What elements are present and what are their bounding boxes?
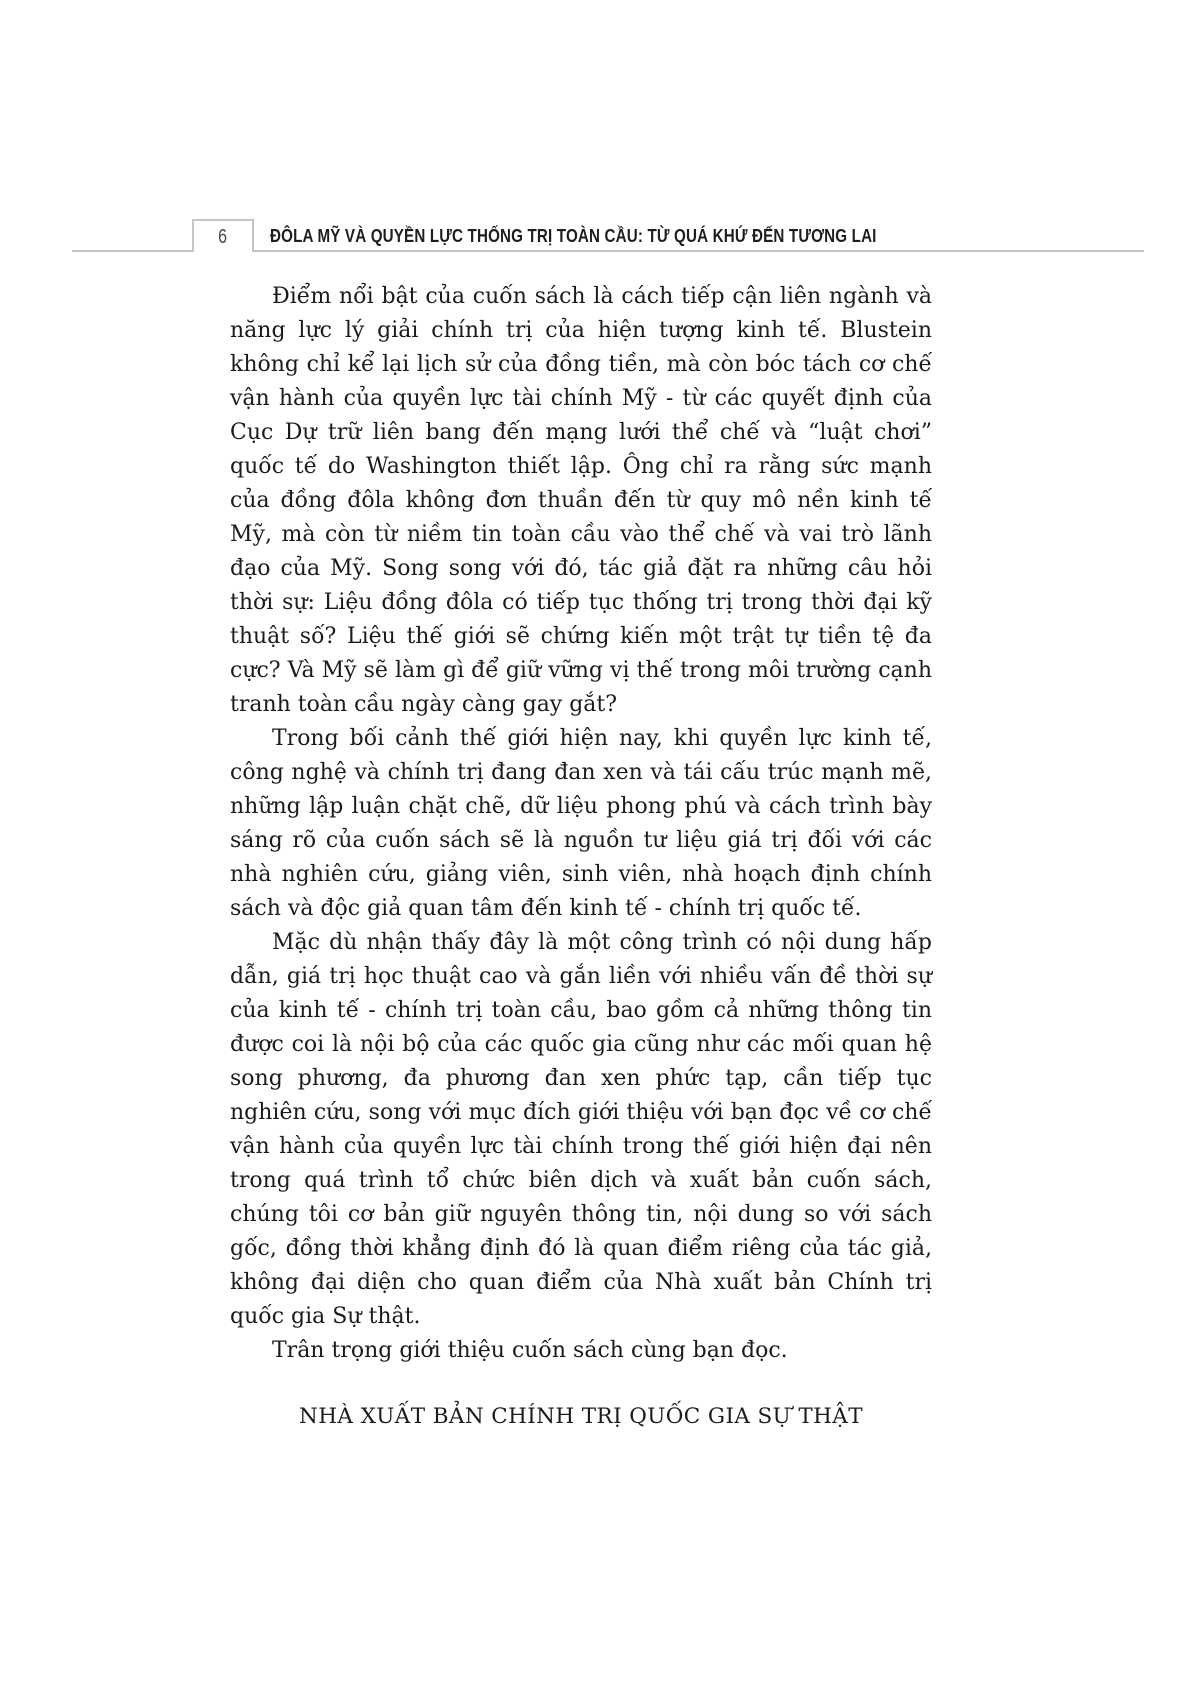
body-text (230, 280, 932, 1434)
publisher-signature: NHÀ XUẤT BẢN CHÍNH TRỊ QUỐC GIA SỰ THẬT (299, 1404, 863, 1429)
paragraph-1: Điểm nổi bật của cuốn sách là cách tiếp cận liên ngành và năng lực lý giải chính trị của hiện tượng kinh tế. Blustein không chỉ kể lại lịch sử của đồng tiền, mà còn bóc tách cơ chế vận hành của quyền lực tài chính Mỹ - từ các quyết định của Cục Dự trữ liên bang đến mạng lưới thể chế và “luật chơi” quốc tế do Washington thiết lập. Ông chỉ ra rằng sức mạnh của đồng đôla không đơn thuần đến từ quy mô nền kinh tế Mỹ, mà còn từ niềm tin toàn cầu vào thể chế và vai trò lãnh đạo của Mỹ. Song song với đó, tác giả đặt ra những câu hỏi thời sự: Liệu đồng đôla có tiếp tục thống trị trong thời đại kỹ thuật số? Liệu thế giới sẽ chứng kiến một trật tự tiền tệ đa cực? Và Mỹ sẽ làm gì để giữ vững vị thế trong môi trường cạnh tranh toàn cầu ngày càng gay gắt? (230, 284, 932, 717)
running-title: ĐÔLA MỸ VÀ QUYỀN LỰC THỐNG TRỊ TOÀN CẦU: TỪ QUÁ KHỨ ĐẾN TƯƠNG LAI (270, 225, 877, 246)
paragraph-4: Trân trọng giới thiệu cuốn sách cùng bạn đọc. (272, 1338, 788, 1363)
paragraph-3: Mặc dù nhận thấy đây là một công trình có nội dung hấp dẫn, giá trị học thuật cao và gắn liền với nhiều vấn đề thời sự của kinh tế - chính trị toàn cầu, bao gồm cả những thông tin được coi là nội bộ của các quốc gia cũng như các mối quan hệ song phương, đa phương đan xen phức tạp, cần tiếp tục nghiên cứu, song với mục đích giới thiệu với bạn đọc về cơ chế vận hành của quyền lực tài chính trong thế giới hiện đại nên trong quá trình tổ chức biên dịch và xuất bản cuốn sách, chúng tôi cơ bản giữ nguyên thông tin, nội dung so với sách gốc, đồng thời khẳng định đó là quan điểm riêng của tác giả, không đại diện cho quan điểm của Nhà xuất bản Chính trị quốc gia Sự thật. (230, 930, 932, 1329)
paragraph-2: Trong bối cảnh thế giới hiện nay, khi quyền lực kinh tế, công nghệ và chính trị đang đan xen và tái cấu trúc mạnh mẽ, những lập luận chặt chẽ, dữ liệu phong phú và cách trình bày sáng rõ của cuốn sách sẽ là nguồn tư liệu giá trị đối với các nhà nghiên cứu, giảng viên, sinh viên, nhà hoạch định chính sách và độc giả quan tâm đến kinh tế - chính trị quốc tế. (230, 726, 932, 921)
page-number: 6 (218, 225, 228, 248)
page-number-tab (192, 219, 254, 252)
